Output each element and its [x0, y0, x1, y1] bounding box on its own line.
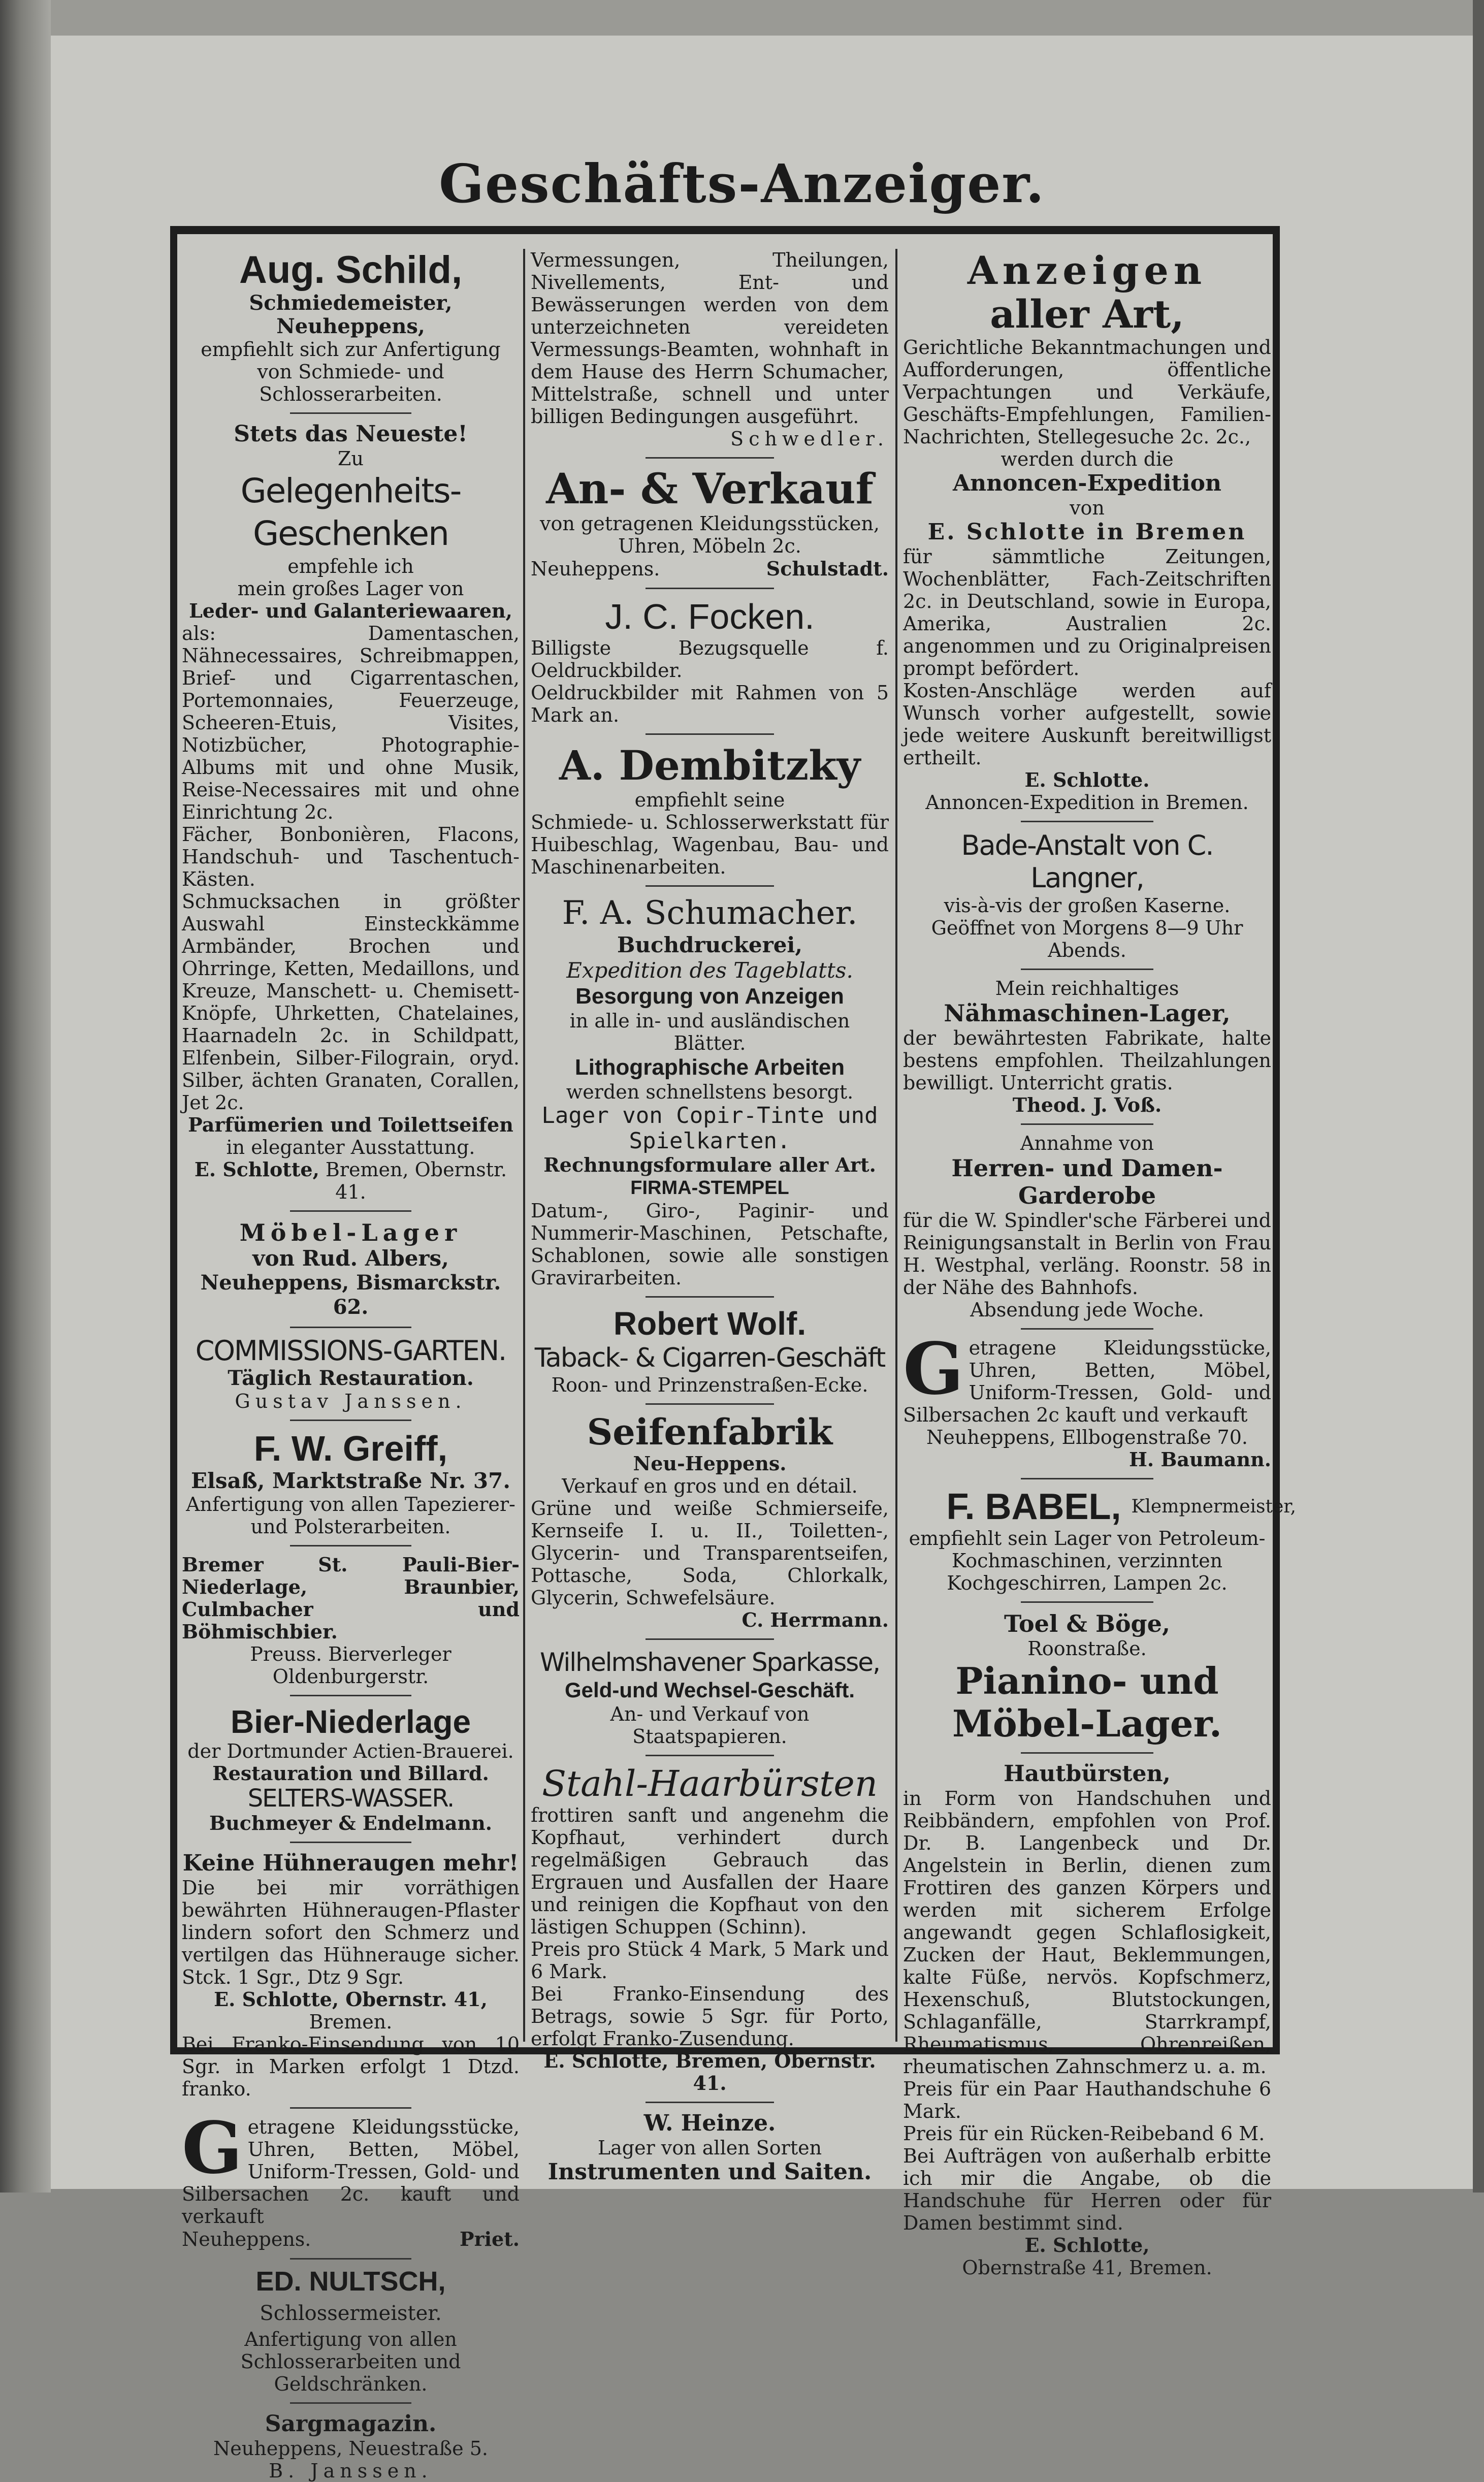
ad-heading: Keine Hühneraugen mehr!	[182, 1850, 519, 1876]
ad-moebel	[182, 1219, 520, 1319]
ad-signature: E. Schlotte.	[1024, 768, 1150, 791]
ad-schumacher	[531, 894, 889, 1289]
divider	[1021, 1328, 1153, 1330]
ad-heading: COMMISSIONS-GARTEN.	[195, 1335, 506, 1367]
ad-baumann	[903, 1328, 1271, 1471]
ad-line: mein großes Lager von	[237, 577, 464, 600]
ad-hautbuersten	[903, 1761, 1271, 2279]
ad-text: etragene Kleidungsstücke, Uhren, Betten, Möbel, Uniform-Tressen, Gold- und Silbersachen 2c kauft und verkauft	[903, 1337, 1271, 1426]
ad-line: B. Janssen.	[269, 2460, 433, 2482]
ad-heading: W. Heinze.	[643, 2110, 776, 2136]
ad-text: etragene Kleidungsstücke, Uhren, Betten, Möbel, Uniform-Tressen, Gold- und Silbersachen 2c. kauft und verkauft	[182, 2116, 520, 2228]
ad-text: Billigste Bezugsquelle f. Oeldruckbilder.	[531, 637, 889, 682]
divider	[646, 885, 775, 887]
ad-text: Bei Franko-Einsendung des Betrags, sowie 5 Sgr. für Porto, erfolgt Franko-Zusendung.	[531, 1983, 889, 2050]
ad-line: Bremen.	[309, 2011, 393, 2033]
ad-babel	[903, 1487, 1296, 1594]
ad-line: SELTERS-WASSER.	[247, 1784, 454, 1813]
ad-line: Preuss. Bierverleger Oldenburgerstr.	[250, 1643, 451, 1688]
ad-heading: A. Dembitzky	[559, 742, 861, 789]
ad-text: Bei Aufträgen von außerhalb erbitte ich mir die Angabe, ob die Handschuhe für Herren oder für Damen bestimmt sind.	[903, 2145, 1271, 2234]
ad-signature: Priet.	[460, 2228, 520, 2250]
ad-text: Datum-, Giro-, Paginir- und Nummerir-Maschinen, Petschafte, Schablonen, sowie alle sonstigen Gravirarbeiten.	[531, 1200, 889, 1289]
ad-line: Buchmeyer & Endelmann.	[209, 1812, 493, 1834]
ad-line: Lithographische Arbeiten	[574, 1055, 845, 1080]
ad-line: Restauration und Billard.	[212, 1762, 489, 1785]
ad-line: Taback- & Cigarren-Geschäft	[534, 1343, 885, 1373]
ad-heading: Aug. Schild,	[239, 248, 463, 292]
binding-gutter	[0, 0, 51, 2193]
ad-line: von	[1070, 497, 1105, 519]
ad-line: Roon- und Prinzenstraßen-Ecke.	[551, 1374, 868, 1396]
divider	[1021, 1478, 1153, 1479]
ad-line: Geld-und Wechsel-Geschäft.	[565, 1678, 855, 1702]
ad-toel	[903, 1610, 1271, 1745]
divider	[646, 1403, 775, 1405]
divider	[290, 2258, 411, 2260]
ad-sarg	[182, 2411, 520, 2482]
ad-text: Schmiede- u. Schlosserwerkstatt für Huibeschlag, Wagenbau, Bau- und Maschinenarbeiten.	[531, 811, 889, 878]
ad-line: Leder- und Galanteriewaaren,	[189, 599, 512, 622]
ad-place: Neuheppens.	[531, 558, 660, 580]
ad-line: Annahme von	[1020, 1132, 1154, 1154]
ad-line: Täglich Restauration.	[228, 1366, 474, 1390]
ad-verkauf	[531, 466, 889, 581]
ad-heading: F. W. Greiff,	[253, 1429, 448, 1468]
drop-cap: G	[903, 1328, 964, 1411]
drop-cap: G	[182, 2107, 243, 2190]
divider	[646, 1296, 775, 1298]
ad-heading: Möbel-Lager	[239, 1219, 462, 1246]
ad-heading: Garderobe	[1018, 1182, 1156, 1209]
ad-text: Preis für ein Paar Hauthandschuhe 6 Mark.	[903, 2078, 1271, 2122]
ad-nultsch	[182, 2267, 520, 2395]
ad-line: Annoncen-Expedition	[953, 470, 1221, 496]
ad-text: in Form von Handschuhen und Reibbändern, empfohlen von Prof. Dr. B. Langenbeck und Dr. Angelstein in Berlin, dienen zum Frottiren des ganzen Körpers und werden mit sicherem Erfolge angewandt gegen Schlaflosigkeit, Zucken der Haut, Beklemmungen, kalte Füße, nervös. Kopfschmerz, Hexenschuß, Blutstockungen, Schlaganfälle, Starrkrampf, Rheumatismus, Ohrenreißen, rheumatischen Zahnschmerz u. a. m.	[903, 1787, 1271, 2078]
ad-line: Parfümerien und Toilettseifen	[188, 1113, 513, 1136]
ad-text: Bei Franko-Einsendung von 10 Sgr. in Marken erfolgt 1 Dtzd. franko.	[182, 2033, 520, 2100]
ad-signature: Theod. J. Voß.	[1012, 1093, 1162, 1116]
ad-line: werden durch die	[1001, 448, 1174, 470]
ad-pauli	[182, 1554, 520, 1688]
ad-text: Anfertigung von allen Schlosserarbeiten und Geldschränken.	[240, 2328, 461, 2395]
ad-street: Schulstadt.	[766, 557, 889, 580]
ad-line: vis-à-vis der großen Kaserne.	[944, 894, 1231, 917]
ad-text: Anfertigung von allen Tapezierer- und Polsterarbeiten.	[186, 1493, 515, 1538]
ad-text: Bremer St. Pauli-Bier-Niederlage, Braunbier, Culmbacher und Böhmischbier.	[182, 1553, 520, 1643]
column-1	[182, 248, 520, 2482]
ad-line: FIRMA-STEMPEL	[630, 1177, 789, 1199]
ad-line: Lager von Copir-Tinte und Spielkarten.	[541, 1103, 878, 1154]
divider	[646, 733, 775, 735]
ad-line: in eleganter Ausstattung.	[226, 1136, 475, 1158]
ad-heading: F. A. Schumacher.	[562, 894, 858, 932]
ad-huehneraugen	[182, 1850, 520, 2100]
ad-line: Verkauf en gros und en détail.	[562, 1475, 858, 1497]
ad-geschenke	[182, 421, 520, 1203]
ad-dembitzky	[531, 742, 889, 878]
ad-text: Gerichtliche Bekanntmachungen und Aufforderungen, öffentliche Verpachtungen und Verkäufe, Geschäfts-Empfehlungen, Familien-Nachrichten, Stellegesuche 2c. 2c.,	[903, 336, 1271, 448]
ad-greiff	[182, 1428, 520, 1538]
ad-stahl	[531, 1763, 889, 2094]
ad-line: Schlossermeister.	[260, 2302, 442, 2325]
ad-signature: E. Schlotte,	[194, 1158, 319, 1181]
ad-line: Annoncen-Expedition in Bremen.	[925, 791, 1249, 814]
divider	[646, 457, 775, 459]
ad-heading: aller Art,	[990, 292, 1184, 337]
ad-signature: E. Schlotte, Bremen, Obernstr. 41.	[543, 2049, 876, 2094]
ad-signature: C. Herrmann.	[741, 1608, 889, 1631]
ad-schwedler	[531, 249, 889, 450]
divider	[1021, 1123, 1153, 1125]
ad-heading: Stets das Neueste!	[234, 421, 468, 447]
ad-line: Neu-Heppens.	[633, 1452, 787, 1475]
divider	[1021, 821, 1153, 822]
ad-line: empfehle ich	[287, 555, 414, 577]
column-2	[531, 249, 889, 2185]
ad-heading: Hautbürsten,	[1004, 1761, 1171, 1787]
ad-anzeigen	[903, 249, 1271, 814]
ad-bier	[182, 1703, 520, 1834]
ad-heinze	[531, 2110, 889, 2185]
ad-bad	[903, 829, 1271, 961]
ad-text: empfiehlt sein Lager von Petroleum-Kochmaschinen, verzinnten Kochgeschirren, Lampen 2c.	[909, 1527, 1266, 1594]
column-3	[903, 248, 1296, 2279]
ad-line: der Dortmunder Actien-Brauerei.	[187, 1740, 514, 1762]
ad-text: Vermessungen, Theilungen, Nivellements, Ent- und Bewässerungen werden von dem unterzeichneten vereideten Vermessungs-Beamten, wohnhaft in dem Hause des Herrn Schumacher, Mittelstraße, schnell und unter billigen Bedingungen ausgeführt.	[531, 249, 889, 428]
ad-text: Preis pro Stück 4 Mark, 5 Mark und 6 Mark.	[531, 1938, 889, 1983]
ad-line: empfiehlt seine	[634, 789, 785, 811]
ad-line: Buchdruckerei,	[617, 932, 802, 957]
ad-text: Oeldruckbilder mit Rahmen von 5 Mark an.	[531, 682, 889, 726]
ad-text: von getragenen Kleidungsstücken, Uhren, Möbeln 2c.	[539, 512, 880, 557]
ad-place: Neuheppens.	[182, 2228, 311, 2250]
ad-text: Fächer, Bonbonièren, Flacons, Handschuh- und Taschentuch-Kästen.	[182, 823, 520, 890]
ad-signature: E. Schlotte,	[1024, 2234, 1150, 2257]
divider	[290, 1545, 411, 1546]
ad-heading: Wilhelmshavener Sparkasse,	[540, 1648, 880, 1677]
ad-signature: H. Baumann.	[1128, 1448, 1271, 1471]
divider	[646, 588, 775, 589]
ad-heading: Pianino- und Möbel-Lager.	[952, 1659, 1222, 1745]
ad-text: Die bei mir vorräthigen bewährten Hühneraugen-Pflaster lindern sofort den Schmerz und vertilgen das Hühnerauge sicher. Stck. 1 Sgr., Dtz 9 Sgr.	[182, 1877, 520, 1988]
ad-text: Schmucksachen in größter Auswahl Einsteckkämme Armbänder, Brochen und Ohrringe, Ketten, Medaillons, und Kreuze, Manschett- u. Chemisett-Knöpfe, Uhrketten, Chatelaines, Haarnadeln 2c. in Schildpatt, Elfenbein, Silber-Filograin, oryd. Silber, ächten Granaten, Corallen, Jet 2c.	[182, 890, 520, 1114]
ad-line: Gustav Janssen.	[235, 1390, 467, 1412]
ad-wolf	[531, 1305, 889, 1396]
ad-signature: Schwedler.	[730, 428, 889, 450]
ad-text: frottiren sanft und angenehm die Kopfhaut, verhindert durch regelmäßigen Gebrauch das Ergrauen und Ausfallen der Haare und reinigen die Kopfhaut von den lästigen Schuppen (Schinn).	[531, 1804, 889, 1938]
divider	[1021, 1752, 1153, 1754]
ad-heading: J. C. Focken.	[605, 597, 815, 636]
ad-address: Bremen, Obernstr. 41.	[325, 1158, 507, 1203]
divider	[1021, 969, 1153, 970]
ad-text: als: Damentaschen, Nähnecessaires, Schreibmappen, Brief- und Cigarrentaschen, Portemonnaies, Feuerzeuge, Scheeren-Etuis, Visites, Notizbücher, Photographie-Albums mit und ohne Musik, Reise-Necessaires mit und ohne Einrichtung 2c.	[182, 622, 520, 823]
divider	[290, 2402, 411, 2404]
ad-text: der bewährtesten Fabrikate, halte bestens empfohlen. Theilzahlungen bewilligt. Unterricht gratis.	[903, 1027, 1271, 1094]
ad-signature: E. Schlotte, Obernstr. 41,	[214, 1988, 488, 2011]
ad-line: Schmiedemeister, Neuheppens,	[249, 291, 453, 338]
ad-line: Elsaß, Marktstraße Nr. 37.	[191, 1468, 510, 1493]
ad-line: E. Schlotte in Bremen	[927, 519, 1247, 545]
ad-line: Expedition des Tageblatts.	[566, 958, 853, 983]
ad-line: Absendung jede Woche.	[970, 1299, 1204, 1321]
column-rule-1	[523, 249, 525, 2042]
page-right-edge	[1473, 0, 1484, 2193]
divider	[290, 1210, 411, 1212]
ad-line: Instrumenten und Saiten.	[547, 2159, 872, 2185]
ad-line: Zu	[338, 447, 364, 470]
ad-line: An- und Verkauf von Staatspapieren.	[610, 1703, 810, 1748]
divider	[290, 2107, 411, 2109]
ad-heading: F. BABEL,	[946, 1487, 1121, 1527]
divider	[646, 2102, 775, 2103]
ad-heading: Bade-Anstalt von C. Langner,	[961, 829, 1213, 894]
ad-garderobe	[903, 1132, 1271, 1321]
ad-line: von Rud. Albers,	[252, 1246, 449, 1271]
page-top-edge	[0, 0, 1484, 36]
ad-text: Kosten-Anschläge werden auf Wunsch vorher aufgestellt, sowie jede weitere Auskunft bereitwilligst ertheilt.	[903, 680, 1271, 769]
divider	[646, 1755, 775, 1756]
ad-text: Preis für ein Rücken-Reibeband 6 M.	[903, 2122, 1265, 2145]
ad-schild	[182, 249, 520, 405]
ad-line: in alle in- und ausländischen Blätter.	[569, 1010, 850, 1054]
ad-text: für die W. Spindler'sche Färberei und Reinigungsanstalt in Berlin von Frau H. Westphal, verläng. Roonstr. 58 in der Nähe des Bahnhofs.	[903, 1209, 1271, 1299]
divider	[646, 1638, 775, 1640]
ad-line: Neuheppens, Neuestraße 5.	[213, 2437, 488, 2460]
ad-heading: Herren- und Damen-	[951, 1154, 1223, 1182]
ad-text: für sämmtliche Zeitungen, Wochenblätter, Fach-Zeitschriften 2c. in Deutschland, sowie in Europa, Amerika, Australien 2c. angenommen und zu Originalpreisen prompt befördert.	[903, 545, 1271, 680]
ad-heading: Seifenfabrik	[587, 1411, 833, 1453]
ad-heading: Gelegenheits-Geschenken	[240, 471, 461, 553]
ad-line: werden schnellstens besorgt.	[566, 1081, 854, 1103]
ad-place: Neuheppens, Ellbogenstraße 70.	[926, 1426, 1248, 1448]
ad-heading: Anzeigen	[967, 248, 1207, 293]
ad-naehmaschinen	[903, 977, 1271, 1116]
ad-heading: Toel & Böge,	[1004, 1610, 1170, 1637]
divider	[290, 1842, 411, 1843]
ad-text: empfiehlt sich zur Anfertigung von Schmiede- und Schlosserarbeiten.	[201, 338, 501, 405]
divider	[290, 1420, 411, 1421]
divider	[290, 1327, 411, 1328]
ad-heading: Nähmaschinen-Lager,	[944, 1000, 1231, 1027]
ad-heading: Sargmagazin.	[265, 2411, 437, 2437]
ad-line: Mein reichhaltiges	[995, 977, 1179, 1000]
ad-heading: Bier-Niederlage	[230, 1703, 471, 1740]
divider	[290, 1695, 411, 1696]
ad-address: Obernstraße 41, Bremen.	[962, 2257, 1212, 2279]
ad-line: Lager von allen Sorten	[597, 2137, 822, 2159]
ad-focken	[531, 596, 889, 726]
ad-seife	[531, 1412, 889, 1631]
column-rule-2	[895, 249, 897, 2042]
ad-garten	[182, 1335, 520, 1412]
ad-heading: Stahl-Haarbürsten	[542, 1763, 878, 1804]
divider	[290, 412, 411, 414]
ad-heading: An- & Verkauf	[546, 465, 874, 513]
ad-priet	[182, 2107, 520, 2251]
ad-line: Besorgung von Anzeigen	[575, 984, 844, 1009]
ad-heading: ED. NULTSCH,	[255, 2266, 446, 2297]
ad-line: Neuheppens, Bismarckstr. 62.	[200, 1271, 501, 1319]
ad-line: Roonstraße.	[1027, 1637, 1147, 1660]
ad-heading: Robert Wolf.	[613, 1305, 806, 1342]
page-title: Geschäfts-Anzeiger.	[439, 152, 1045, 215]
ad-text: Grüne und weiße Schmierseife, Kernseife I. u. II., Toiletten-, Glycerin- und Transparentseifen, Pottasche, Soda, Chlorkalk, Glycerin, Schwefelsäure.	[531, 1497, 889, 1609]
divider	[1021, 1601, 1153, 1603]
ad-line: Klempnermeister,	[1131, 1496, 1296, 1517]
ad-line: Rechnungsformulare aller Art.	[543, 1153, 876, 1176]
ad-line: Geöffnet von Morgens 8—9 Uhr Abends.	[931, 917, 1243, 961]
ad-sparkasse	[531, 1647, 889, 1748]
